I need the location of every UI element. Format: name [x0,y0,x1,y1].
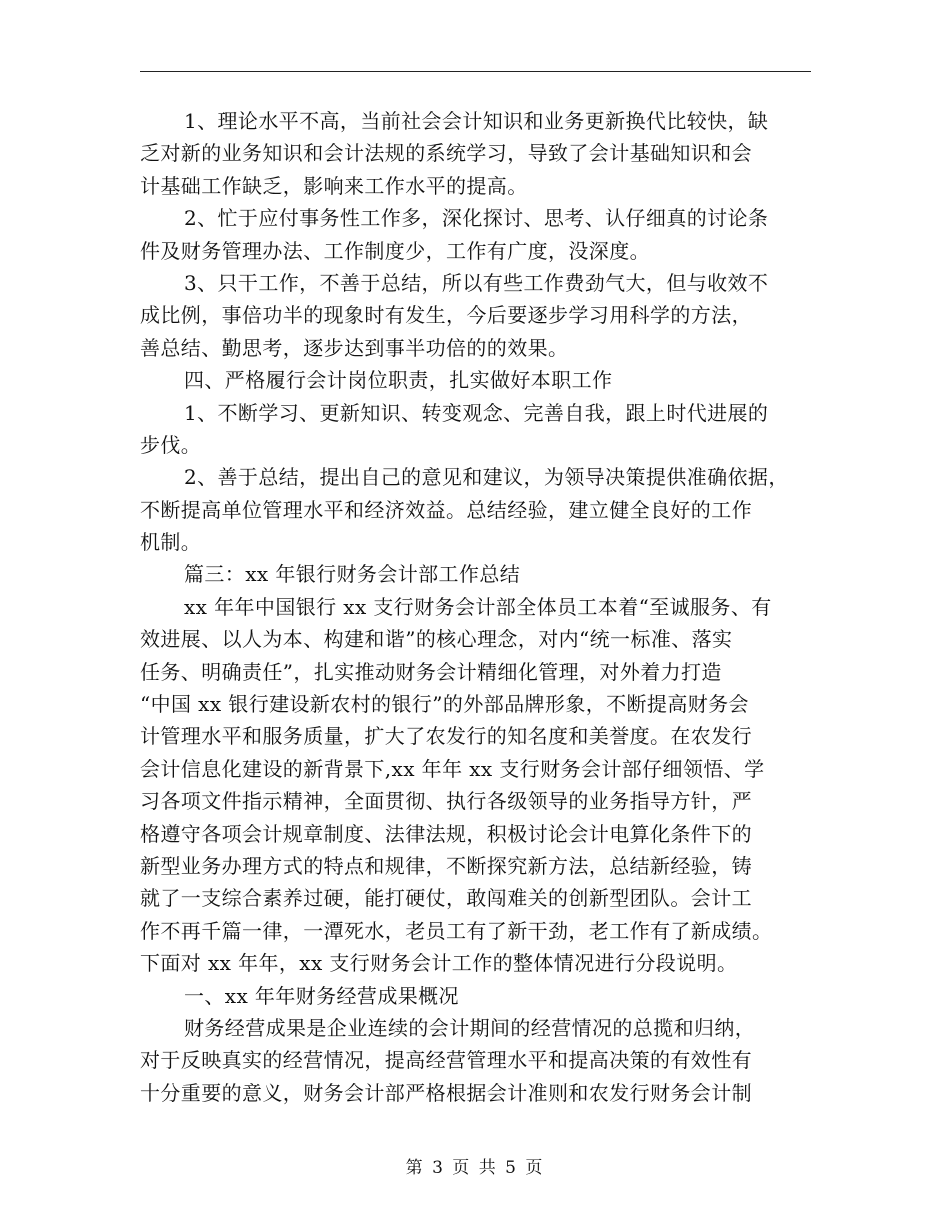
document-body [140,105,820,1109]
text-line: 新型业务办理方式的特点和规律，不断探究新方法，总结新经验，铸 [140,853,752,878]
text-line: 乏对新的业务知识和会计法规的系统学习，导致了会计基础知识和会 [140,141,752,166]
text-line: 习各项文件指示精神，全面贯彻、执行各级领导的业务指导方针，严 [140,789,752,814]
text-line: 篇三：xx 年银行财务会计部工作总结 [184,562,521,587]
text-line: 格遵守各项会计规章制度、法律法规，积极讨论会计电算化条件下的 [140,821,752,846]
text-line: 善总结、勤思考，逐步达到事半功倍的的效果。 [140,335,569,360]
text-line: 机制。 [140,530,202,555]
text-line: xx 年年中国银行 xx 支行财务会计部全体员工本着“至诚服务、有 [184,594,772,619]
text-line: 2、善于总结，提出自己的意见和建议，为领导决策提供准确依据， [184,465,789,490]
page-number: 第 3 页 共 5 页 [405,1158,545,1178]
text-line: 会计信息化建设的新背景下,xx 年年 xx 支行财务会计部仔细领悟、学 [140,756,765,781]
text-line: 就了一支综合素养过硬，能打硬仗，敢闯难关的创新型团队。会计工 [140,886,752,911]
text-line: “中国 xx 银行建设新农村的银行”的外部品牌形象，不断提高财务会 [140,692,749,717]
text-line: 任务、明确责任”，扎实推动财务会计精细化管理，对外着力打造 [140,659,722,684]
header-rule [140,71,811,72]
text-line: 财务经营成果是企业连续的会计期间的经营情况的总揽和归纳， [184,1015,756,1040]
text-line: 计管理水平和服务质量，扩大了农发行的知名度和美誉度。在农发行 [140,724,752,749]
text-line: 一、xx 年年财务经营成果概况 [184,983,459,1008]
text-line: 四、严格履行会计岗位职责，扎实做好本职工作 [184,368,613,393]
text-line: 计基础工作缺乏，影响来工作水平的提高。 [140,173,528,198]
text-line: 对于反映真实的经营情况，提高经营管理水平和提高决策的有效性有 [140,1048,752,1073]
text-line: 步伐。 [140,432,202,457]
text-line: 1、不断学习、更新知识、转变观念、完善自我，跟上时代进展的 [184,400,769,425]
text-line: 件及财务管理办法、工作制度少，工作有广度，没深度。 [140,238,650,263]
text-line: 成比例，事倍功半的现象时有发生，今后要逐步学习用科学的方法， [140,303,752,328]
text-line: 3、只干工作，不善于总结，所以有些工作费劲气大，但与收效不 [184,270,769,295]
text-line: 效进展、以人为本、构建和谐”的核心理念，对内“统一标准、落实 [140,627,733,652]
text-line: 十分重要的意义，财务会计部严格根据会计准则和农发行财务会计制 [140,1080,752,1105]
text-line: 2、忙于应付事务性工作多，深化探讨、思考、认仔细真的讨论条 [184,206,769,231]
text-line: 不断提高单位管理水平和经济效益。总结经验，建立健全良好的工作 [140,497,752,522]
text-line: 下面对 xx 年年，xx 支行财务会计工作的整体情况进行分段说明。 [140,951,738,976]
text-line: 1、理论水平不高，当前社会会计知识和业务更新换代比较快，缺 [184,109,769,133]
text-line: 作不再千篇一律，一潭死水，老员工有了新干劲，老工作有了新成绩。 [140,918,773,943]
